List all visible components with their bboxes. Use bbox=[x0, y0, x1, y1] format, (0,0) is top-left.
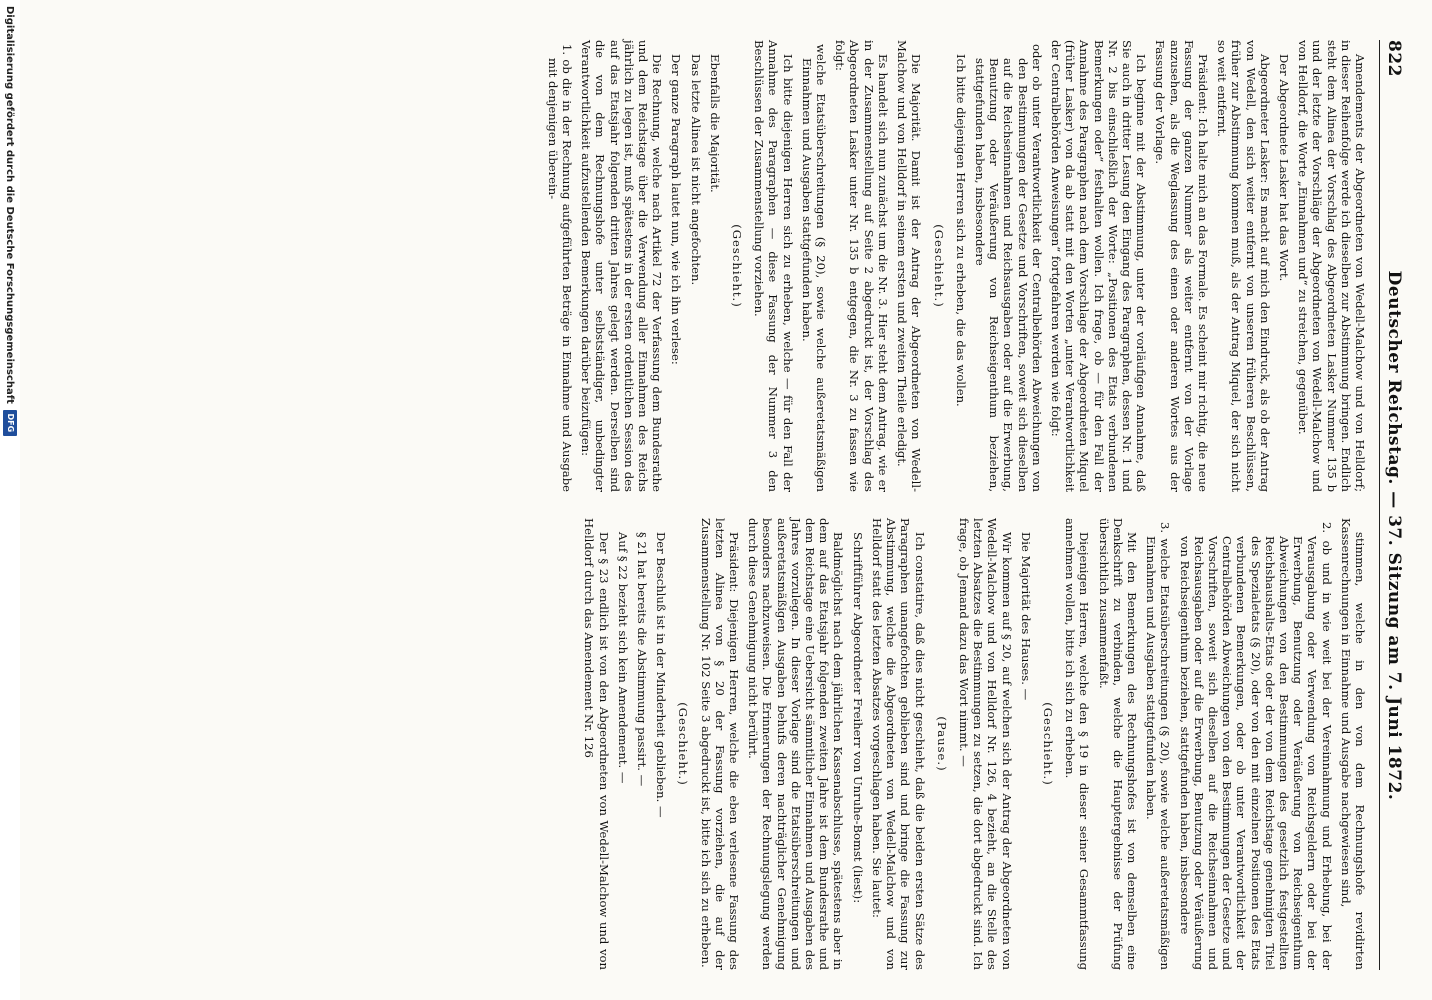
paragraph: Die Majorität. Damit ist der Antrag der Abgeordneten von Wedell-Malchow und von Helldorf in seinem ersten und zweiten Theile erledigt. bbox=[895, 40, 924, 492]
paragraph: Die Majorität des Hauses. — bbox=[1018, 532, 1033, 701]
footer-text: Digitalisierung gefördert durch die Deutsche Forschungsgemeinschaft bbox=[4, 6, 16, 404]
paragraph: Die Rechnung, welche nach Artikel 72 der Verfassung dem Bundesrathe und dem Reichstage über die Verwendung aller Einnahmen des Reichs jährlich zu legen ist, muß spätestens in der ersten ordentlichen Session des auf das Etatsjahr folgenden dritten Jahres gelegt werden. Derselben sind die von dem Rechnungshofe unter selbstständiger, unbedingter Verantwortlichkeit aufzustellenden Bemerkungen darüber beizufügen: bbox=[579, 40, 665, 492]
paragraph: Der Abgeordnete Lasker hat das Wort. bbox=[1276, 54, 1291, 282]
paragraph: Der ganze Paragraph lautet nun, wie ich ihn verlese: bbox=[669, 54, 684, 365]
paragraph: Der § 23 endlich ist von den Abgeordneten von Wedell-Malchow und von Helldorf durch das Amendement Nr. 126 bbox=[582, 518, 611, 970]
paragraph: Ich bitte diejenigen Herren sich zu erheben, die das wollen. bbox=[953, 54, 968, 407]
paragraph: Amendements der Abgeordneten von Wedell-Malchow und von Helldorf; in dieser Reihenfolge werde ich dieselben zur Abstimmung bringen. Endlich steht dem Alinea der Vorschlag des Abgeordneten Lasker Nummer 135 b und der letzte der Vorschläge der Abgeordneten von Wedell-Malchow und von Helldorf, die Worte „Einnahmen und“ zu streichen, gegenüber. bbox=[1296, 40, 1367, 492]
paragraph: Mit den Bemerkungen des Rechnungshofes ist von demselben eine Denkschrift zu verbinden, welche die Hauptergebnisse der Prüfung übersichtlich zusammenfaßt. bbox=[1096, 518, 1139, 970]
paragraph: Ebenfalls die Majorität. bbox=[707, 54, 722, 193]
paragraph: Diejenigen Herren, welche den § 19 in dieser seiner Gesammtfassung annehmen wollen, bitte ich sich zu erheben. bbox=[1063, 518, 1092, 970]
paragraph: Es handelt sich nun zunächst um die Nr. 3. Hier steht dem Antrag, wie er in der Zusammenstellung auf Seite 2 abgedruckt ist, der Vorschlag des Abgeordneten Lasker unter Nr. 135 b entgegen, die Nr. 3 zu fassen wie folgt: bbox=[833, 40, 890, 492]
left-column bbox=[541, 40, 1367, 492]
paragraph: (Geschieht.) bbox=[676, 702, 691, 786]
paragraph: oder ob unter Verantwortlichkeit der Centralbehörden Abweichungen von den Bestimmungen der Gesetze und Vorschriften, soweit sich dieselben auf die Reichseinnahmen und Reichsausgaben oder auf die Erwerbung, Benutzung oder Veräußerung von Reichseigenthum beziehen, stattgefunden haben, insbesondere bbox=[972, 44, 1044, 492]
page-header bbox=[1379, 40, 1404, 970]
paragraph: Der Beschluß ist in der Minderheit geblieben. — bbox=[654, 532, 669, 818]
page-title: Deutscher Reichstag. — 37. Sitzung am 7. Juni 1872. bbox=[1384, 270, 1404, 801]
paragraph: (Geschieht.) bbox=[730, 224, 745, 308]
text-columns bbox=[541, 40, 1367, 970]
paragraph: 1. ob die in der Rechnung aufgeführten Beträge in Einnahme und Ausgabe mit denjenigen überein- bbox=[545, 44, 575, 492]
paragraph: Schriftführer Abgeordneter Freiherr von Unruhe-Bomst (liest): bbox=[850, 532, 865, 904]
paragraph: (Geschieht.) bbox=[931, 224, 946, 308]
page-number: 822 bbox=[1384, 40, 1404, 77]
paragraph: Wir kommen auf § 20, auf welchen sich der Antrag der Abgeordneten von Wedell-Malchow und von Helldorf Nr. 126, 4 bezieht, an die Stelle des letzten Absatzes die Bestimmungen zu setzen, die dort abgedruckt sind. Ich frage, ob Jemand dazu das Wort nimmt. — bbox=[956, 518, 1014, 970]
paragraph: stimmen, welche in den von dem Rechnungshofe revidirten Kassenrechnungen in Einnahme und Ausgabe nachgewiesen sind, bbox=[1338, 518, 1367, 970]
paragraph: § 21 hat bereits die Abstimmung passirt. — bbox=[635, 532, 650, 787]
paragraph: 3. welche Etatsüberschreitungen (§ 20), sowie welche außeretatsmäßigen Einnahmen und Ausgaben stattgefunden haben. bbox=[1144, 522, 1173, 970]
paragraph: Ich bitte diejenigen Herren sich zu erheben, welche — für den Fall der Annahme des Paragraphen — diese Fassung der Nummer 3 den Beschlüssen der Zusammenstellung vorziehen. bbox=[752, 40, 795, 492]
paragraph: 2. ob und in wie weit bei der Vereinnahmung und Erhebung, bei der Verausgabung oder Verwendung von Reichsgeldern oder bei der Erwerbung, Benutzung oder Veräußerung von Reichseigenthum Abweichungen von den Bestimmungen des gesetzlich festgestellten Reichshaushalts-Etats oder der von dem Reichstage genehmigten Titel des Spezialetats (§ 20), oder von den mit einzelnen Positionen des Etats verbundenen Bemerkungen, oder ob unter Verantwortlichkeit der Centralbehörden Abweichungen von den Bestimmungen der Gesetze und Vorschriften, soweit sich dieselben auf die Reichseinnahmen und Reichsausgaben oder auf die Erwerbung, Benutzung oder Veräußerung von Reichseigenthum beziehen, stattgefunden haben, insbesondere bbox=[1177, 522, 1334, 970]
paragraph: welche Etatsüberschreitungen (§ 20), sowie welche außeretatsmäßigen Einnahmen und Ausgaben stattgefunden haben. bbox=[799, 44, 829, 492]
paragraph: Präsident: Ich halte mich an das Formale. Es scheint mir richtig, die neue Fassung der ganzen Nummer als weiter entfernt von der Vorlage anzusehen, als die Weglassung des einen oder anderen Wortes aus der Fassung der Vorlage. bbox=[1153, 40, 1210, 492]
paragraph: Auf § 22 bezieht sich kein Amendement. — bbox=[615, 532, 630, 784]
paragraph: Präsident: Diejenigen Herren, welche die eben verlesene Fassung des letzten Alinea von § 20 der Fassung vorziehen, die auf der Zusammenstellung Nr. 102 Seite 3 abgedruckt ist, bitte ich sich zu erheben. bbox=[698, 518, 742, 970]
digitization-footer bbox=[0, 0, 20, 1000]
right-column bbox=[541, 518, 1367, 970]
dfg-logo-icon: DFG bbox=[3, 410, 17, 436]
paragraph: Das letzte Alinea ist nicht angefochten. bbox=[688, 54, 703, 286]
paragraph: (Geschieht.) bbox=[1040, 702, 1055, 786]
paragraph: Baldmöglichst nach dem jährlichen Kassenabschlusse, spätestens aber in dem auf das Etatsjahr folgenden zweiten Jahre ist dem Bundesrathe und dem Reichstage eine Uebersicht sämmtlicher Einnahmen und Ausgaben des Jahres vorzulegen. In dieser Vorlage sind die Etatsüberschreitungen und außeretatsmäßigen Ausgaben behufs deren nachträglicher Genehmigung besonders nachzuweisen. Die Erinnerungen der Rechnungslegung werden durch diese Genehmigung nicht berührt. bbox=[746, 518, 846, 970]
document-page bbox=[20, 0, 1432, 1000]
paragraph: Ich constatire, daß dies nicht geschieht, daß die beiden ersten Sätze des Paragraphen unangefochten geblieben sind und bringe die Fassung zur Abstimmung, welche die Abgeordneten von Wedell-Malchow und von Helldorf statt des letzten Absatzes vorgeschlagen haben. Sie lautet: bbox=[869, 518, 927, 970]
paragraph: Ich beginne mit der Abstimmung, unter der vorläufigen Annahme, daß Sie auch in dritter Lesung den Eingang des Paragraphen, dessen Nr. 1 und Nr. 2 bis einschließlich der Worte: „Positionen des Etats verbundenen Bemerkungen oder“ festhalten wollen. Ich frage, ob — für den Fall der Annahme des Paragraphen nach dem Vorschlage der Abgeordneten Miquel (früher Lasker) von da ab statt mit den Worten „unter Verantwortlichkeit der Centralbehörden Anweisungen“ fortgefahren werden wie folgt: bbox=[1048, 40, 1149, 492]
paragraph: (Pause.) bbox=[934, 716, 949, 772]
paragraph: Abgeordneter Lasker: Es macht auf mich den Eindruck, als ob der Antrag von Wedell, den sich weiter entfernt von unseren früheren Beschlüssen, früher zur Abstimmung kommen muß, als der Antrag Miquel, der sich nicht so weit entfernt. bbox=[1215, 40, 1272, 492]
